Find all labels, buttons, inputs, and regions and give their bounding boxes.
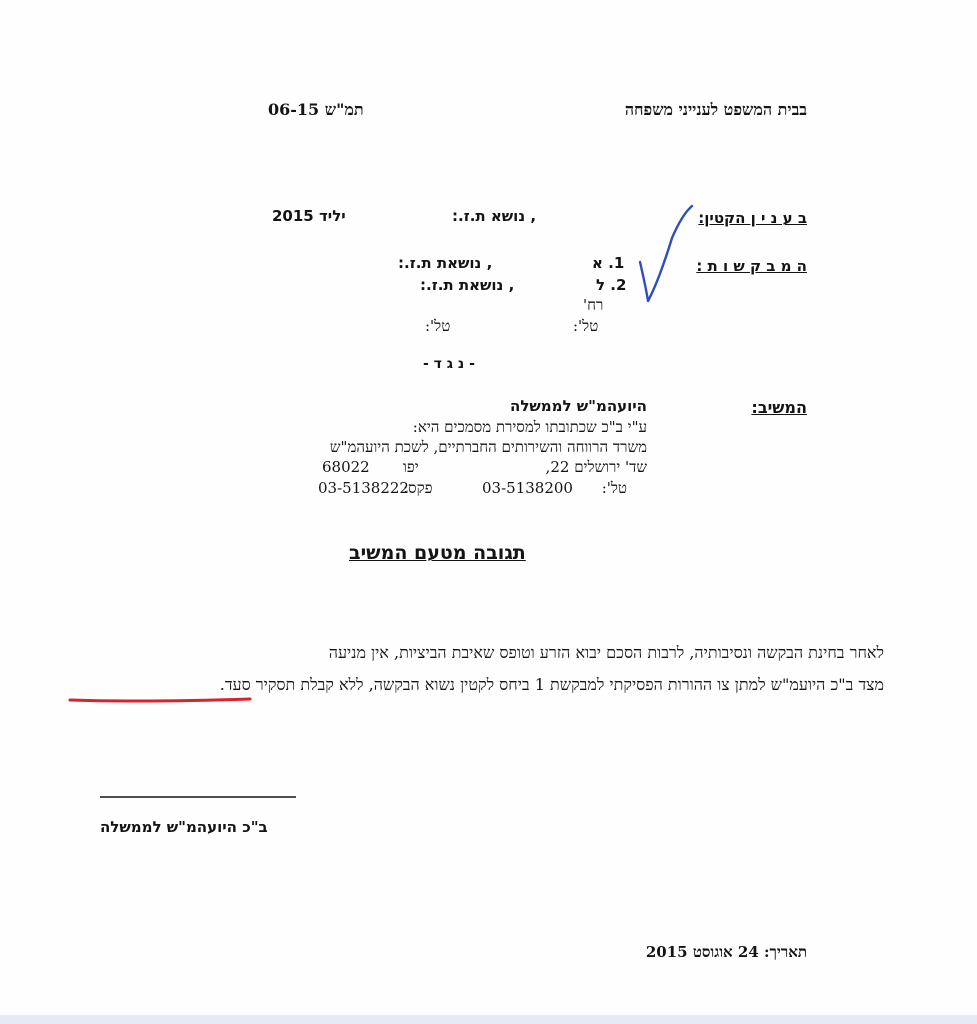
body-line-2-start: מצד ב"כ היועמ"ש למתן צו ההורות הפסיקתי למבקשת 1 ביחס לקטין נשוא הבקשה, — [363, 675, 884, 694]
case-number: תמ"ש 06-15 — [268, 100, 364, 119]
applicants-street: רח' — [583, 296, 604, 314]
applicants-phone-1: טל': — [573, 317, 599, 335]
court-name: בבית המשפט לענייני משפחה — [624, 100, 807, 119]
minor-born: יליד 2015 — [272, 207, 346, 225]
signature-name: ב"כ היועהמ"ש לממשלה — [100, 818, 268, 836]
respondent-zip: 68022 — [322, 458, 370, 476]
applicants-label: ה מ ב ק ש ו ת : — [696, 257, 807, 275]
versus-label: - נ ג ד - — [423, 356, 475, 372]
respondent-phone: 03-5138200 — [482, 479, 573, 497]
document-title: תגובה מטעם המשיב — [349, 542, 526, 564]
minor-label: ב ע נ י ן הקטין: — [698, 209, 807, 227]
applicant-1-id: , נושאת ת.ז.: — [398, 254, 493, 272]
red-underline-mark — [70, 699, 250, 701]
respondent-phone-label: טל': — [601, 479, 627, 497]
respondent-fax-label: פקס: — [403, 479, 433, 497]
applicants-phone-2: טל': — [425, 317, 451, 335]
applicant-2-number: 2. ל — [596, 276, 627, 294]
respondent-name: היועהמ"ש לממשלה — [510, 397, 647, 415]
respondent-address-line-2: משרד הרווחה והשירותים החברתיים, לשכת היועהמ"ש — [329, 438, 647, 456]
bottom-strip — [0, 1015, 977, 1024]
applicant-1-number: 1. א — [592, 254, 625, 272]
body-line-1: לאחר בחינת הבקשה ונסיבותיה, לרבות הסכם יבוא הזרע וטופס שאיבת הביציות, אין מניעה — [328, 643, 884, 662]
respondent-label: המשיב: — [751, 398, 807, 417]
document-date: תאריך: 24 אוגוסט 2015 — [645, 943, 807, 961]
respondent-address-line-1: ע"י ב"כ שכתובתו למסירת מסמכים היא: — [412, 418, 647, 436]
checkmark-icon — [640, 206, 692, 301]
respondent-street: שד' ירושלים 22, — [545, 458, 647, 476]
respondent-fax: 03-5138222 — [318, 479, 409, 497]
body-line-2-highlight: ללא קבלת תסקיר סעד. — [219, 675, 364, 694]
applicant-2-id: , נושאת ת.ז.: — [420, 276, 515, 294]
minor-id: , נושא ת.ז.: — [452, 207, 537, 225]
respondent-city: יפו — [403, 458, 419, 476]
